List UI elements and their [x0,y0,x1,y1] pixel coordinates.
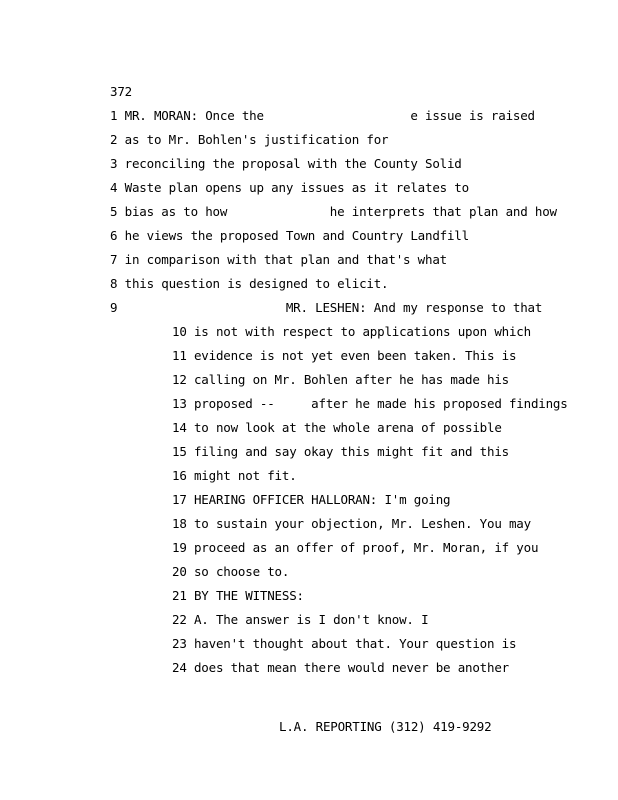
transcript-line-16: 16 might not fit. [172,468,297,483]
reporter-footer: L.A. REPORTING (312) 419-9292 [279,719,492,734]
transcript-line-21: 21 BY THE WITNESS: [172,588,304,603]
transcript-line-10: 10 is not with respect to applications upon which [172,324,531,339]
transcript-line-4: 4 Waste plan opens up any issues as it relates to [110,180,469,195]
transcript-line-18: 18 to sustain your objection, Mr. Leshen. You may [172,516,531,531]
transcript-line-6: 6 he views the proposed Town and Country Landfill [110,228,469,243]
page-number: 372 [110,84,132,99]
transcript-line-13: 13 proposed -- after he made his proposed findings [172,396,568,411]
transcript-line-23: 23 haven't thought about that. Your question is [172,636,517,651]
transcript-line-7: 7 in comparison with that plan and that's what [110,252,447,267]
transcript-line-12: 12 calling on Mr. Bohlen after he has made his [172,372,509,387]
transcript-line-8: 8 this question is designed to elicit. [110,276,389,291]
transcript-line-14: 14 to now look at the whole arena of possible [172,420,502,435]
transcript-line-2: 2 as to Mr. Bohlen's justification for [110,132,389,147]
transcript-line-9: 9 MR. LESHEN: And my response to that [110,300,543,315]
transcript-line-22: 22 A. The answer is I don't know. I [172,612,429,627]
transcript-line-1: 1 MR. MORAN: Once the e issue is raised [110,108,535,123]
transcript-line-17: 17 HEARING OFFICER HALLORAN: I'm going [172,492,451,507]
transcript-line-5: 5 bias as to how he interprets that plan and how [110,204,557,219]
transcript-line-15: 15 filing and say okay this might fit and this [172,444,509,459]
transcript-line-3: 3 reconciling the proposal with the County Solid [110,156,462,171]
transcript-line-20: 20 so choose to. [172,564,290,579]
transcript-line-24: 24 does that mean there would never be another [172,660,509,675]
transcript-line-19: 19 proceed as an offer of proof, Mr. Moran, if you [172,540,539,555]
transcript-line-11: 11 evidence is not yet even been taken. This is [172,348,517,363]
